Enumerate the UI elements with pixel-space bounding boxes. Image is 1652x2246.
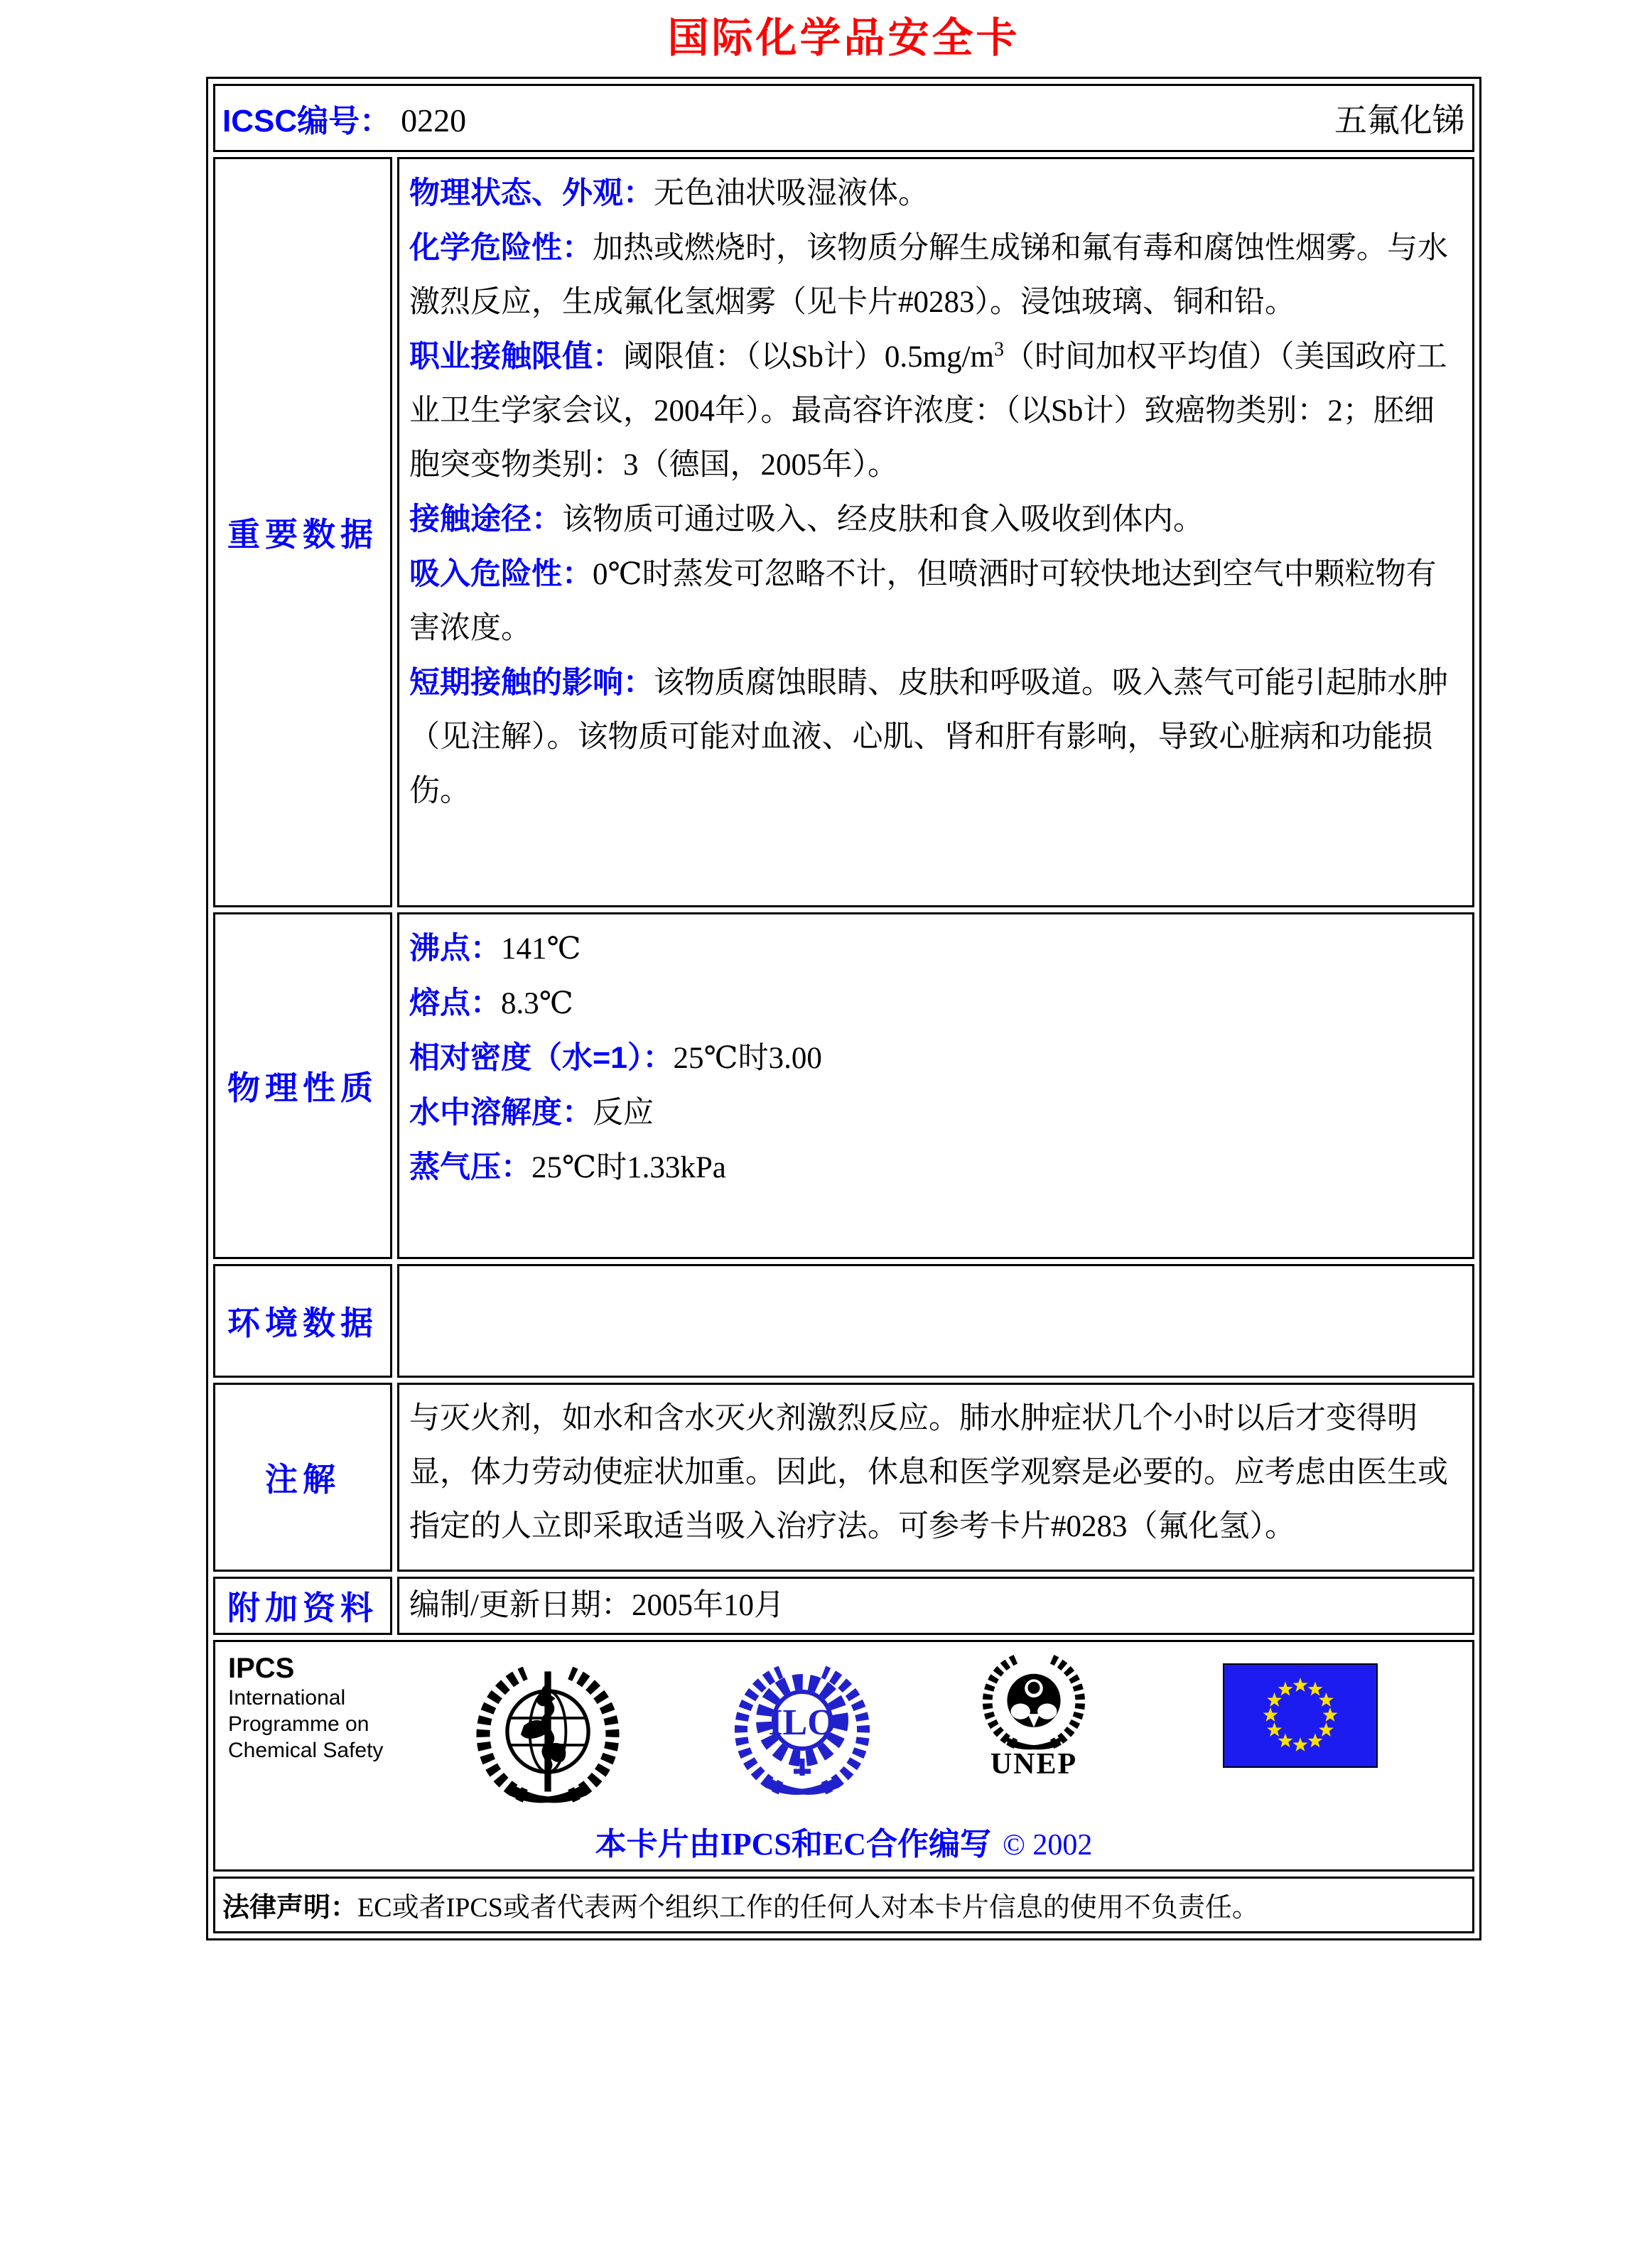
page-title: 国际化学品安全卡 xyxy=(667,15,1020,61)
item-text: 0℃时蒸发可忽略不计，但喷洒时可较快地达到空气中颗粒物有害浓度。 xyxy=(409,557,1437,645)
cooperation-caption xyxy=(222,1818,1465,1864)
section-row-environment xyxy=(213,1264,1474,1378)
item-text: 25℃时1.33kPa xyxy=(531,1150,726,1184)
icsc-number-group xyxy=(222,95,466,141)
legal-notice-text: EC或者IPCS或者代表两个组织工作的任何人对本卡片信息的使用不负责任。 xyxy=(357,1893,1259,1923)
item-label: 物理状态、外观： xyxy=(409,176,654,210)
section-label-environment: 环境数据 xyxy=(213,1264,392,1378)
section-content-physical xyxy=(397,912,1474,1259)
section-item xyxy=(409,922,1462,976)
item-text: 8.3℃ xyxy=(501,986,573,1020)
section-label-extra: 附加资料 xyxy=(213,1577,392,1635)
item-label: 沸点： xyxy=(409,931,501,966)
item-text: 阈限值：（以Sb计）0.5mg/m xyxy=(623,340,995,374)
section-item xyxy=(409,656,1462,819)
item-label: 相对密度（水=1）： xyxy=(409,1040,674,1075)
item-label: 吸入危险性： xyxy=(409,556,593,591)
item-text: 2005年10月 xyxy=(631,1588,784,1622)
section-item xyxy=(409,547,1462,656)
item-label: 编制/更新日期： xyxy=(409,1588,632,1622)
item-label: 熔点： xyxy=(409,986,501,1020)
legal-notice-label: 法律声明： xyxy=(222,1893,358,1923)
logos-cell xyxy=(213,1640,1474,1872)
icsc-number-label: ICSC编号： xyxy=(222,103,392,139)
section-item xyxy=(409,976,1462,1031)
item-text: 该物质腐蚀眼睛、皮肤和呼吸道。吸入蒸气可能引起肺水肿（见注解）。该物质可能对血液、心肌、肾和肝有影响，导致心脏病和功能损伤。 xyxy=(409,666,1448,808)
section-content-important xyxy=(397,157,1474,907)
section-item xyxy=(409,1140,1462,1195)
chemical-name: 五氟化锑 xyxy=(1334,102,1465,139)
section-row-extra xyxy=(213,1577,1474,1635)
item-text: （时间加权平均值）（美国政府工业卫生学家会议，2004年）。最高容许浓度：（以Sb计）致癌物类别：2；胚细胞突变物类别：3（德国，2005年）。 xyxy=(409,340,1447,482)
section-label-important: 重要数据 xyxy=(213,157,392,907)
section-content-extra xyxy=(397,1577,1474,1635)
section-row-notes xyxy=(213,1383,1474,1572)
item-text: 与灭火剂，如水和含水灭火剂激烈反应。肺水肿症状几个小时以后才变得明显，体力劳动使症状加重。因此，休息和医学观察是必要的。应考虑由医生或指定的人立即采取适当吸入治疗法。可参考卡片#0283（氟化氢）。 xyxy=(409,1401,1448,1543)
item-label: 蒸气压： xyxy=(409,1150,531,1184)
section-label-notes: 注解 xyxy=(213,1383,392,1572)
item-text: 该物质可通过吸入、经皮肤和食入吸收到体内。 xyxy=(562,502,1204,536)
ipcs-text-block xyxy=(228,1652,420,1764)
section-item xyxy=(409,1392,1462,1554)
section-row-physical xyxy=(213,912,1474,1259)
item-text: 141℃ xyxy=(501,932,581,966)
ipcs-line-2: Programme on xyxy=(228,1712,369,1736)
section-row-important xyxy=(213,157,1474,907)
section-item xyxy=(409,166,1462,221)
item-label: 短期接触的影响： xyxy=(409,665,654,700)
item-text: 加热或燃烧时，该物质分解生成锑和氟有毒和腐蚀性烟雾。与水激烈反应，生成氟化氢烟雾（见卡片#0283）。浸蚀玻璃、铜和铅。 xyxy=(409,231,1448,319)
item-text: 无色油状吸湿液体。 xyxy=(654,176,929,210)
ipcs-line-3: Chemical Safety xyxy=(228,1738,384,1762)
ilo-label-text: ILO xyxy=(768,1702,836,1743)
header-row xyxy=(213,84,1474,152)
section-label-physical: 物理性质 xyxy=(213,912,392,1259)
icsc-number-value: 0220 xyxy=(401,102,467,139)
section-content-environment xyxy=(397,1264,1474,1378)
section-item xyxy=(409,330,1462,492)
caption-text: 本卡片由IPCS和EC合作编写 xyxy=(595,1826,991,1862)
item-text: 反应 xyxy=(593,1096,654,1130)
unep-icon xyxy=(973,1652,1095,1751)
item-label: 水中溶解度： xyxy=(409,1095,593,1130)
unep-logo-block xyxy=(973,1652,1095,1781)
section-content-notes xyxy=(397,1383,1474,1572)
logos-row xyxy=(213,1640,1474,1872)
ipcs-line-1: International xyxy=(228,1685,346,1710)
section-item xyxy=(409,492,1462,547)
item-label: 化学危险性： xyxy=(409,230,593,265)
section-item xyxy=(409,1031,1462,1086)
unep-label: UNEP xyxy=(990,1747,1078,1781)
section-item xyxy=(409,221,1462,330)
item-label: 职业接触限值： xyxy=(409,339,623,374)
item-text: 25℃时3.00 xyxy=(673,1041,822,1075)
section-item xyxy=(409,1086,1462,1140)
section-item xyxy=(409,1579,1462,1633)
ilo-icon xyxy=(731,1652,873,1803)
eu-flag-icon xyxy=(1223,1663,1378,1768)
legal-cell xyxy=(213,1877,1474,1933)
ipcs-title: IPCS xyxy=(228,1652,295,1684)
item-superscript: 3 xyxy=(994,338,1005,361)
icsc-card-table xyxy=(206,77,1481,1940)
item-label: 接触途径： xyxy=(409,502,562,536)
who-icon xyxy=(473,1653,623,1811)
copyright-text: © 2002 xyxy=(1002,1828,1093,1862)
card-header-cell xyxy=(213,84,1474,152)
legal-row xyxy=(213,1877,1474,1933)
